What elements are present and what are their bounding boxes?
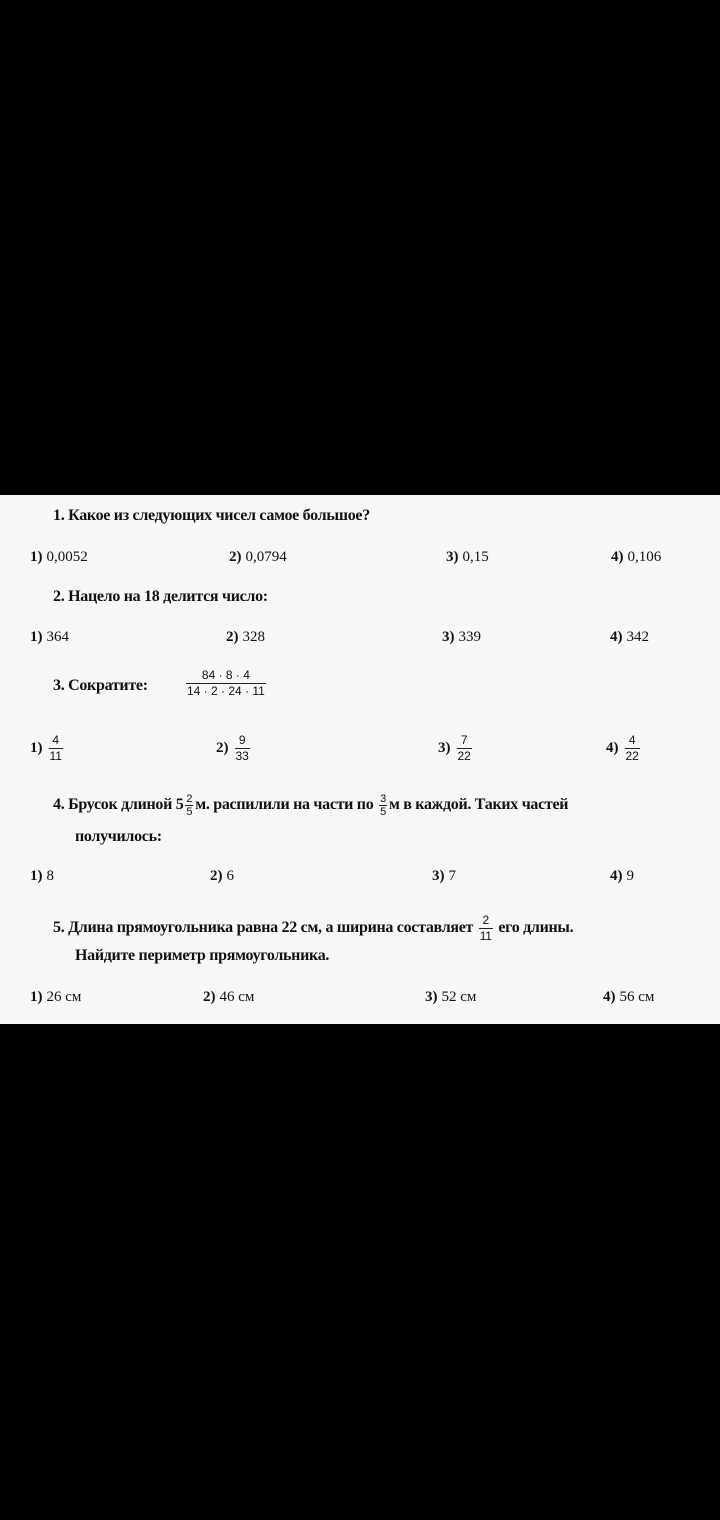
q3-option-2[interactable]: 2) $\frac{9}{33}$: [216, 733, 249, 763]
question-1: 1. Какое из следующих чисел самое большое?: [53, 507, 370, 524]
q3-option-4[interactable]: 4) $\frac{4}{22}$: [606, 733, 639, 763]
q2-option-4[interactable]: 4) 342: [610, 629, 649, 645]
q1-option-3[interactable]: 3) 0,15: [446, 549, 489, 565]
question-5: 5. Длина прямоугольника равна 22 см, а ширина составляет $\frac{2}{11}$ его длины.: [53, 913, 574, 943]
q5-option-4[interactable]: 4) 56 см: [603, 989, 655, 1005]
q2-option-2[interactable]: 2) 328: [226, 629, 265, 645]
q5-option-2[interactable]: 2) 46 см: [203, 989, 255, 1005]
question-2: 2. Нацело на 18 делится число:: [53, 588, 268, 605]
q4-option-2[interactable]: 2) 6: [210, 868, 234, 884]
q1-option-4[interactable]: 4) 0,106: [611, 549, 662, 565]
q4-option-1[interactable]: 1) 8: [30, 868, 54, 884]
q3-option-1[interactable]: 1) $\frac{4}{11}$: [30, 733, 62, 763]
q3-expression: $\frac{84 \cdot 8 \cdot 4}{14 \cdot 2 \cdot 24 \cdot 11}$: [187, 668, 265, 698]
q2-option-1[interactable]: 1) 364: [30, 629, 69, 645]
q5-option-3[interactable]: 3) 52 см: [425, 989, 477, 1005]
question-4: 4. Брусок длиной 5 $\frac{2}{5}$ м. распилили на части по $\frac{3}{5}$ м в каждой. Таких частей: [53, 793, 569, 818]
question-4-line-2: получилось:: [75, 828, 162, 845]
q4-option-3[interactable]: 3) 7: [432, 868, 456, 884]
q1-option-2[interactable]: 2) 0,0794: [229, 549, 287, 565]
question-5-line-2: Найдите периметр прямоугольника.: [75, 947, 330, 964]
q5-option-1[interactable]: 1) 26 см: [30, 989, 82, 1005]
q1-option-1[interactable]: 1) 0,0052: [30, 549, 88, 565]
question-3: 3. Сократите:: [53, 677, 148, 694]
q3-option-3[interactable]: 3) $\frac{7}{22}$: [438, 733, 471, 763]
q2-option-3[interactable]: 3) 339: [442, 629, 481, 645]
q4-option-4[interactable]: 4) 9: [610, 868, 634, 884]
